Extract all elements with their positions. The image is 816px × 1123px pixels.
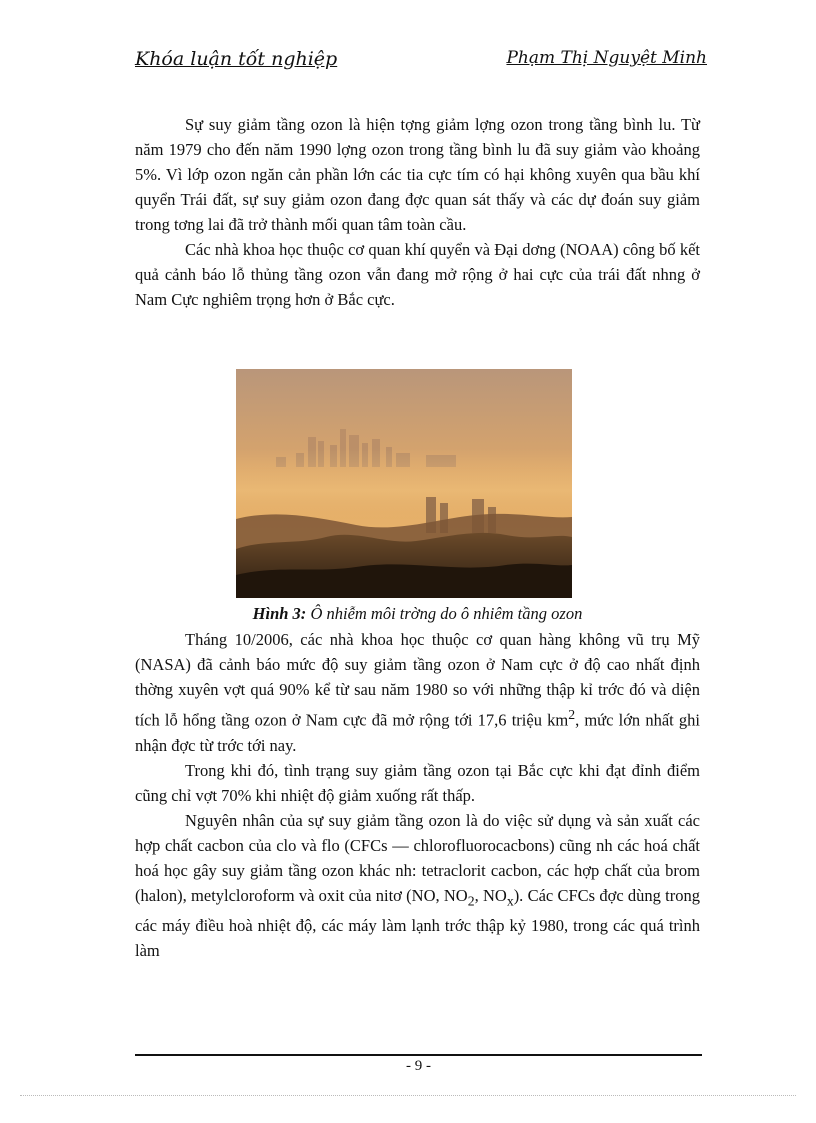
page-bottom-dotted-line	[20, 1095, 796, 1096]
smog-city-illustration	[236, 369, 572, 598]
subscript: x	[506, 892, 514, 908]
paragraph	[135, 627, 700, 758]
subscript: 2	[467, 892, 475, 908]
paragraph: Trong khi đó, tình trạng suy giảm tầng ozon tại Bắc cực khi đạt đỉnh điểm cũng chỉ vợt 70% khi nhiệt độ giảm xuống rất thấp.	[135, 760, 700, 805]
body-text-top	[135, 112, 700, 312]
page-header	[135, 48, 707, 70]
page-number: - 9 -	[406, 1058, 431, 1074]
figure-caption-text: Ô nhiễm môi trờng do ô nhiêm tầng ozon	[310, 604, 583, 623]
footer-rule	[135, 1054, 702, 1056]
paragraph: Các nhà khoa học thuộc cơ quan khí quyển và Đại dơng (NOAA) công bố kết quả cảnh báo lỗ thủng tầng ozon vẫn đang mở rộng ở hai cực của trái đất nhng ở Nam Cực nghiêm trọng hơn ở Bắc cực.	[135, 240, 700, 309]
paragraph-text: , NO	[474, 885, 507, 905]
smog-city-photo	[236, 369, 572, 598]
superscript: 2	[568, 707, 576, 722]
figure-caption	[135, 604, 700, 624]
header-thesis-title: Khóa luận tốt nghiệp	[135, 48, 338, 70]
paragraph-text: , mức lớn nhất ghi nhận đợc từ trớc tới nay.	[135, 710, 700, 755]
paragraph-text: Nguyên nhân của sự suy giảm tầng ozon là do việc sử dụng và sản xuất các hợp chất cacbon của clo và flo (CFCs — chlorofluorocacbons) cũng nh các hoá chất hoá học gây suy giảm tầng ozon khác nh: tetraclorit cacbon, các hợp chất của brom (halon), metylcloroform và oxit của nitơ (NO, NO	[135, 810, 700, 905]
paragraph-text: ). Các CFCs đợc dùng trong các máy điều hoà nhiệt độ, các máy làm lạnh trớc thập kỷ 1980, trong các quá trình làm	[135, 885, 700, 960]
paragraph-text: Tháng 10/2006, các nhà khoa học thuộc cơ quan hàng không vũ trụ Mỹ (NASA) đã cảnh báo mức độ suy giảm tầng ozon ở Nam cực ở độ cao nhất định thờng xuyên vợt quá 90% kể từ sau năm 1980 so với những thập kỉ trớc đó và diện tích lỗ hổng tầng ozon ở Nam cực đã mở rộng tới 17,6 triệu km	[135, 630, 700, 730]
header-author-name: Phạm Thị Nguyệt Minh	[506, 48, 707, 68]
figure-label: Hình 3:	[252, 604, 307, 623]
paragraph	[135, 808, 700, 963]
body-text-bottom	[135, 627, 700, 963]
paragraph: Sự suy giảm tầng ozon là hiện tợng giảm lợng ozon trong tầng bình lu. Từ năm 1979 cho đến năm 1990 lợng ozon trong tầng bình lu đã suy giảm vào khoảng 5%. Vì lớp ozon ngăn cản phần lớn các tia cực tím có hại không xuyên qua bầu khí quyển Trái đất, sự suy giảm ozon đang đợc quan sát thấy và các dự đoán suy giảm trong tơng lai đã trở thành mối quan tâm toàn cầu.	[135, 115, 700, 234]
